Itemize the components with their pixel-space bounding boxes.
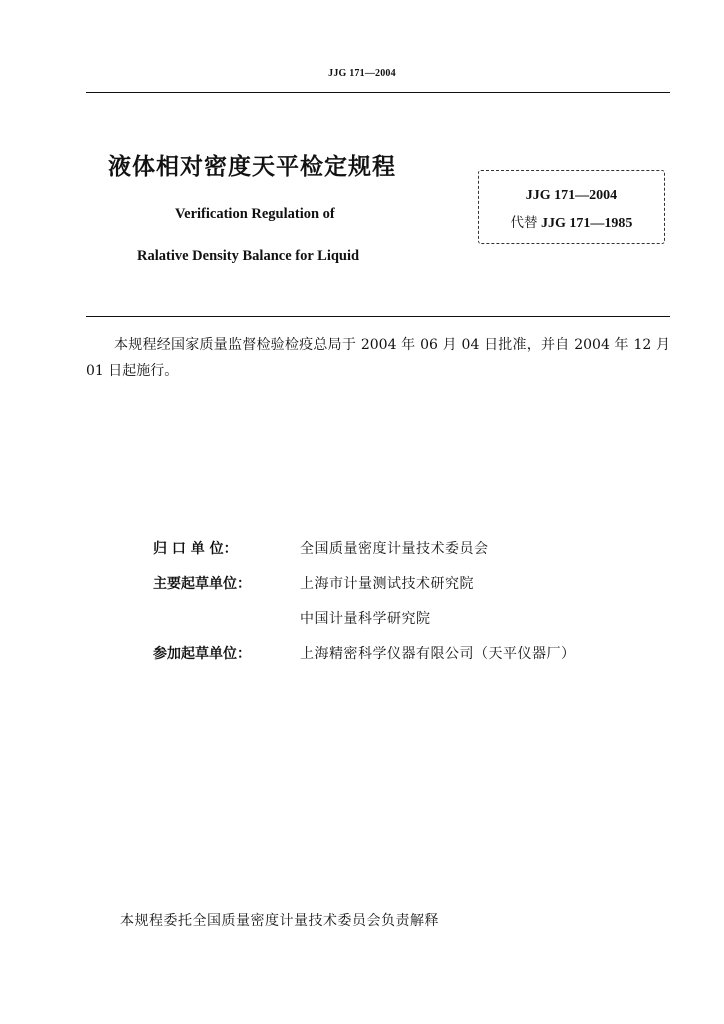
unit-row-participating bbox=[153, 643, 576, 678]
unit-value: 全国质量密度计量技术委员会 bbox=[300, 541, 489, 557]
unit-label: 参加起草单位： bbox=[153, 646, 251, 662]
standard-code-box bbox=[478, 170, 665, 244]
unit-row-main-drafting-2 bbox=[153, 608, 576, 643]
replaces-label: 代替 bbox=[510, 215, 538, 231]
interpretation-note: 本规程委托全国质量密度计量技术委员会负责解释 bbox=[120, 913, 439, 929]
standard-code: JJG 171—2004 bbox=[525, 188, 618, 203]
document-title-english-line1: Verification Regulation of bbox=[175, 206, 335, 222]
replaces-code-line bbox=[479, 211, 664, 232]
approval-paragraph: 本规程经国家质量监督检验检疫总局于 2004 年 06 月 04 日批准，并自 2004 年 12 月 01 日起施行。 bbox=[86, 337, 670, 379]
unit-label: 归 口 单 位： bbox=[153, 541, 238, 557]
unit-label: 主要起草单位： bbox=[153, 576, 251, 592]
header-standard-code: JJG 171—2004 bbox=[328, 68, 396, 79]
unit-value: 中国计量科学研究院 bbox=[300, 611, 431, 627]
unit-row-responsible bbox=[153, 538, 576, 573]
header-rule bbox=[86, 92, 670, 93]
replaced-standard-code: JJG 171—1985 bbox=[537, 216, 633, 231]
document-title-english-line2: Ralative Density Balance for Liquid bbox=[137, 248, 360, 264]
unit-value: 上海市计量测试技术研究院 bbox=[300, 576, 474, 592]
unit-value: 上海精密科学仪器有限公司（天平仪器厂） bbox=[300, 646, 576, 662]
unit-row-main-drafting bbox=[153, 573, 576, 608]
document-title-chinese: 液体相对密度天平检定规程 bbox=[108, 154, 396, 180]
section-rule bbox=[86, 316, 670, 317]
drafting-units-list bbox=[153, 538, 576, 678]
